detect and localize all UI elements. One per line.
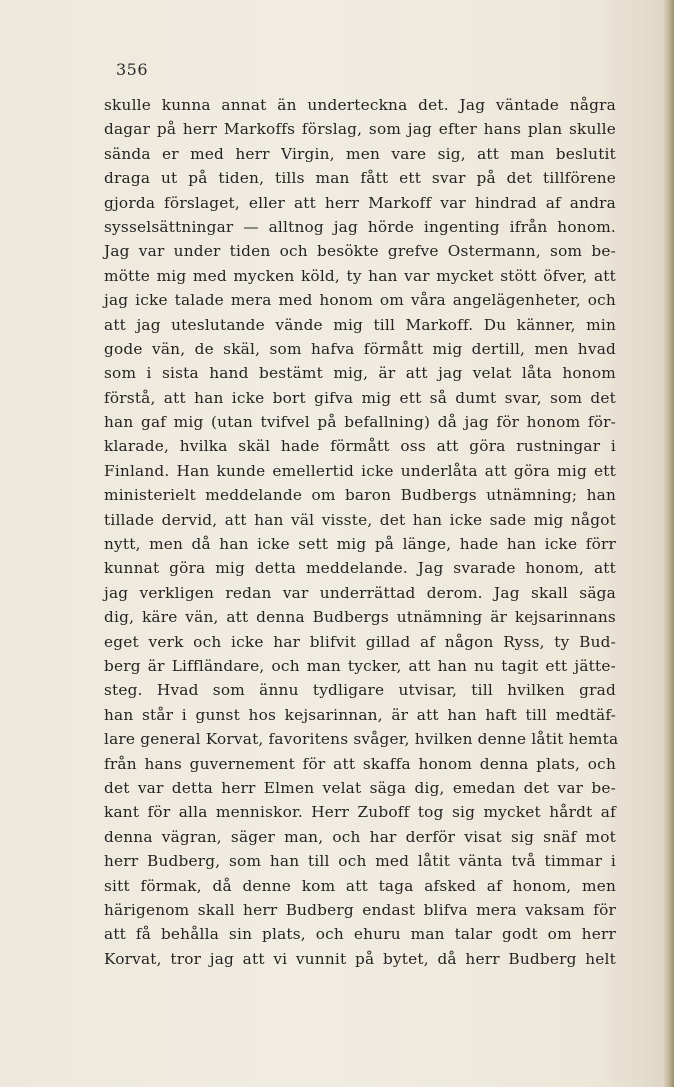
text-line: kant för alla menniskor. Herr Zuboff tog sig mycket hårdt af	[104, 803, 616, 822]
text-line: gode vän, de skäl, som hafva förmått mig dertill, men hvad	[104, 339, 616, 358]
text-line: han står i gunst hos kejsarinnan, är att han haft till medtäf-	[104, 705, 616, 724]
text-line: sitt förmak, då denne kom att taga afsked af honom, men	[104, 876, 616, 895]
text-line: Korvat, tror jag att vi vunnit på bytet, då herr Budberg helt	[104, 949, 616, 968]
text-line: sysselsättningar — alltnog jag hörde ingenting ifrån honom.	[104, 217, 616, 236]
text-line: lare general Korvat, favoritens svåger, hvilken denne låtit hemta	[104, 730, 619, 749]
text-line: det var detta herr Elmen velat säga dig, emedan det var be-	[104, 778, 616, 797]
text-line: från hans guvernement för att skaffa honom denna plats, och	[104, 754, 616, 773]
text-line: gjorda förslaget, eller att herr Markoff var hindrad af andra	[104, 193, 616, 212]
body-text	[104, 93, 619, 971]
text-line: draga ut på tiden, tills man fått ett svar på det tillförene	[104, 169, 616, 188]
text-line: jag verkligen redan var underrättad derom. Jag skall säga	[104, 583, 616, 602]
text-line: ministerielt meddelande om baron Budbergs utnämning; han	[104, 486, 616, 505]
text-line: eget verk och icke har blifvit gillad af någon Ryss, ty Bud-	[104, 632, 616, 651]
text-line: förstå, att han icke bort gifva mig ett så dumt svar, som det	[104, 388, 616, 407]
text-line: sända er med herr Virgin, men vare sig, att man beslutit	[104, 144, 616, 163]
text-line: Jag var under tiden och besökte grefve Ostermann, som be-	[104, 242, 616, 261]
text-line: herr Budberg, som han till och med låtit vänta två timmar i	[104, 852, 616, 871]
text-line: han gaf mig (utan tvifvel på befallning) då jag för honom för-	[104, 413, 616, 432]
text-line: denna vägran, säger man, och har derför visat sig snäf mot	[104, 827, 616, 846]
text-line: berg är Liffländare, och man tycker, att han nu tagit ett jätte-	[104, 656, 616, 675]
text-line: kunnat göra mig detta meddelande. Jag svarade honom, att	[104, 559, 616, 578]
text-line: härigenom skall herr Budberg endast blifva mera vaksam för	[104, 900, 616, 919]
text-line: steg. Hvad som ännu tydligare utvisar, till hvilken grad	[104, 681, 616, 700]
text-line: jag icke talade mera med honom om våra angelägenheter, och	[104, 291, 616, 310]
text-line: tillade dervid, att han väl visste, det han icke sade mig något	[104, 510, 616, 529]
text-line: att få behålla sin plats, och ehuru man talar godt om herr	[104, 925, 616, 944]
text-line: mötte mig med mycken köld, ty han var mycket stött öfver, att	[104, 266, 616, 285]
text-line: att jag uteslutande vände mig till Markoff. Du känner, min	[104, 315, 616, 334]
text-line: dagar på herr Markoffs förslag, som jag efter hans plan skulle	[104, 120, 616, 139]
text-line: Finland. Han kunde emellertid icke underlåta att göra mig ett	[104, 461, 616, 480]
text-line: dig, käre vän, att denna Budbergs utnämning är kejsarinnans	[104, 608, 616, 627]
page-number: 356	[116, 60, 149, 79]
text-line: skulle kunna annat än underteckna det. Jag väntade några	[104, 96, 616, 114]
page-edge	[664, 0, 674, 1087]
text-line: klarade, hvilka skäl hade förmått oss att göra rustningar i	[104, 437, 616, 456]
text-line: som i sista hand bestämt mig, är att jag velat låta honom	[104, 364, 616, 383]
text-line: nytt, men då han icke sett mig på länge, hade han icke förr	[104, 535, 616, 554]
